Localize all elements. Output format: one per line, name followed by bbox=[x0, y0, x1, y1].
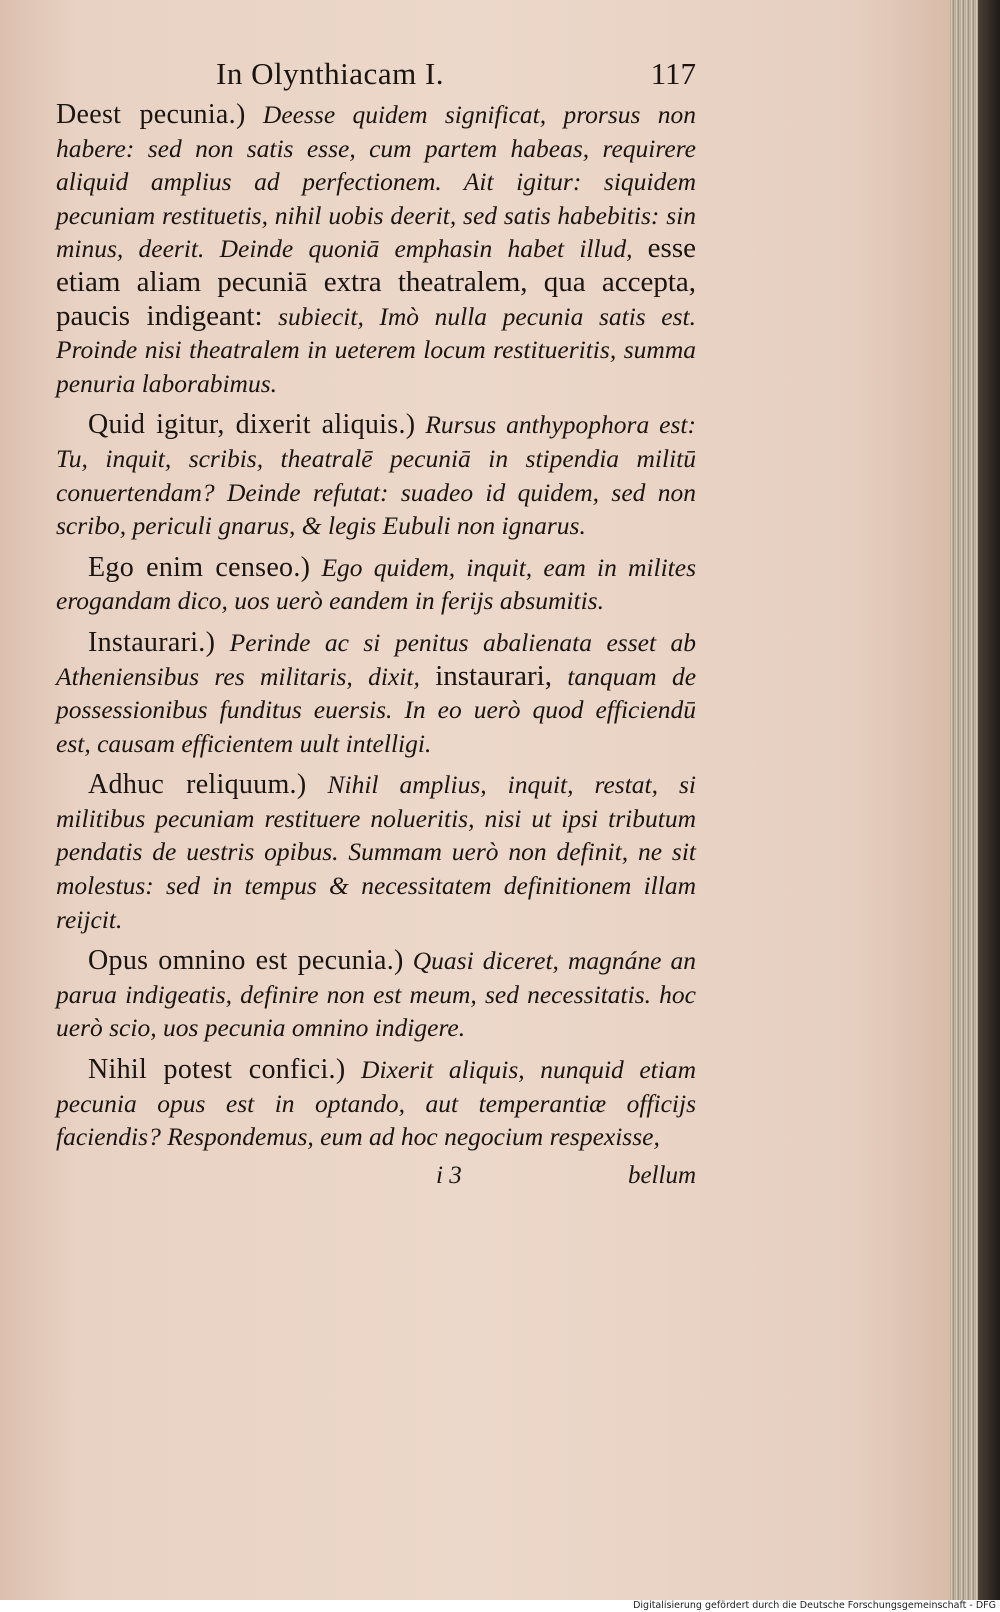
commentary-text: Rursus anthypophora est: Tu, inquit, scribis, theatralē pecuniā in stipendia militū conuertendam? Deinde refutat: suadeo id quidem, sed non scribo, periculi gnarus, & legis Eubuli non ignarus. bbox=[56, 410, 697, 541]
lemma: Opus omnino est pecunia.) bbox=[88, 945, 404, 977]
commentary-paragraph bbox=[56, 408, 696, 542]
commentary-paragraph bbox=[56, 1053, 696, 1154]
lemma: Ego enim censeo.) bbox=[88, 551, 311, 583]
commentary-paragraph bbox=[56, 626, 696, 760]
commentary-paragraph bbox=[56, 551, 696, 618]
folio-number: 117 bbox=[650, 56, 696, 91]
commentary-text: Nihil amplius, inquit, restat, si militibus pecuniam restituere nolueritis, nisi ut ipsi tributum pendatis de uestris opibus. Summam uerò non definit, ne sit molestus: sed in tempus & necessitatem definitionem illam reijcit. bbox=[56, 770, 696, 934]
page-header bbox=[56, 50, 696, 98]
roman-text: instaurari, bbox=[435, 659, 552, 692]
commentary-text: Quasi diceret, magnáne an parua indigeatis, definire non est meum, sed necessitatis. hoc uerò scio, uos pecunia omnino indigere. bbox=[56, 946, 697, 1043]
signature-mark: i 3 bbox=[436, 1161, 462, 1189]
digitization-credit: Digitalisierung gefördert durch die Deutsche Forschungsgemeinschaft - DFG bbox=[633, 1600, 996, 1611]
commentary-text: Dixerit aliquis, nunquid etiam pecunia opus est in optando, aut temperantiæ officijs faciendis? Respondemus, eum ad hoc negocium respexisse, bbox=[56, 1055, 696, 1152]
book-page-edges bbox=[950, 0, 978, 1600]
credit-strip bbox=[0, 1600, 1000, 1612]
commentary-paragraph bbox=[56, 98, 696, 400]
lemma: Nihil potest confici.) bbox=[88, 1054, 346, 1086]
lemma: Deest pecunia.) bbox=[56, 99, 246, 130]
commentary-text: subiecit, Imò nulla pecunia satis est. Proinde nisi theatralem in ueterem locum restitueritis, summa penuria laborabimus. bbox=[56, 301, 697, 398]
text-block bbox=[56, 50, 696, 1198]
roman-text: esse etiam aliam pecuniā extra theatralem, qua accepta, paucis indigeant: bbox=[56, 232, 696, 332]
commentary-paragraph bbox=[56, 944, 696, 1045]
book-edge-shadow bbox=[978, 0, 1000, 1600]
running-head: In Olynthiacam I. bbox=[216, 56, 445, 91]
commentary-paragraph bbox=[56, 768, 696, 936]
commentary-text: Deesse quidem significat, prorsus non habere: sed non satis esse, cum partem habeas, requirere aliquid amplius ad perfectionem. Ait igitur: siquidem pecuniam restituetis, nihil uobis deerit, sed satis habebitis: sin minus, deerit. Deinde quoniā emphasin habet illud, bbox=[56, 100, 697, 264]
catchword: bellum bbox=[627, 1161, 696, 1189]
lemma: Quid igitur, dixerit aliquis.) bbox=[88, 409, 416, 441]
lemma: Instaurari.) bbox=[88, 626, 216, 658]
commentary-text: tanquam de possessionibus funditus euersis. In eo uerò quod efficiendū est, causam efficientem uult intelligi. bbox=[56, 661, 697, 758]
lemma: Adhuc reliquum.) bbox=[88, 769, 307, 801]
commentary-text: Perinde ac si penitus abalienata esset ab Atheniensibus res militaris, dixit, bbox=[56, 627, 696, 691]
commentary-text: Ego quidem, inquit, eam in milites erogandam dico, uos uerò eandem in ferijs absumitis. bbox=[56, 552, 696, 616]
page-footer bbox=[56, 1162, 696, 1198]
